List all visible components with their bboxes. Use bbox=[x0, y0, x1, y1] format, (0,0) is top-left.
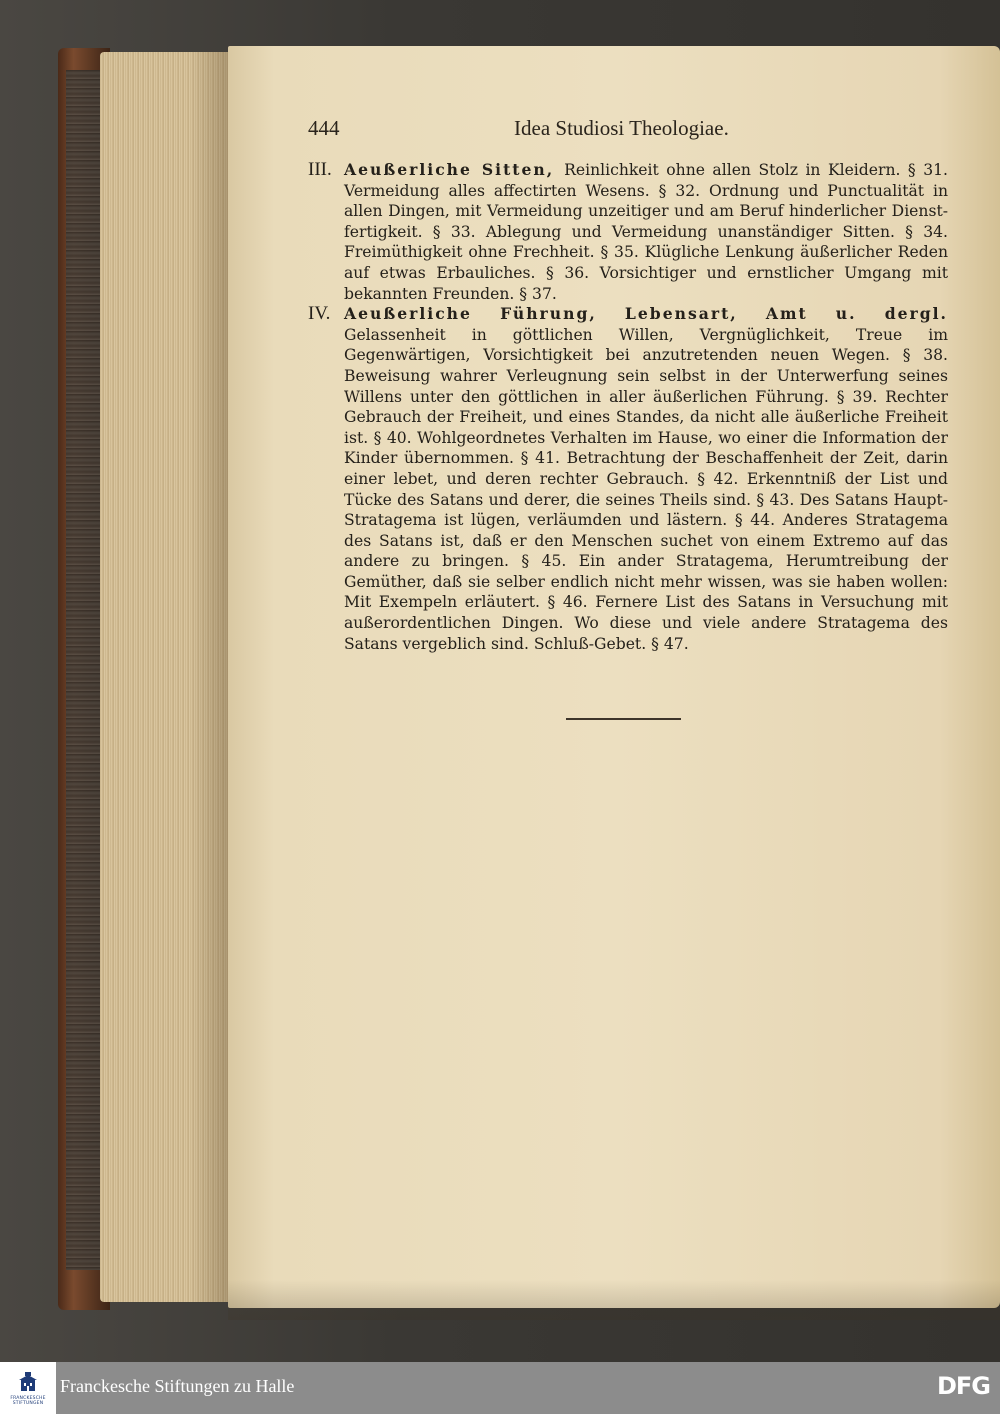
logo-text: FRANCKESCHE STIFTUNGEN bbox=[10, 1396, 46, 1406]
section-iii bbox=[308, 160, 948, 304]
page-edges-shadow bbox=[190, 52, 230, 1302]
institution-name[interactable]: Franckesche Stiftungen zu Halle bbox=[60, 1376, 295, 1396]
end-rule bbox=[566, 718, 681, 720]
marbled-cover-pattern bbox=[66, 70, 104, 1270]
section-numeral: IV. bbox=[308, 303, 331, 325]
dfg-logo[interactable]: DFG bbox=[936, 1372, 990, 1400]
section-text: Reinlichkeit ohne allen Stolz in Kleidern. § 31. Vermeidung alles affectirten Wesens. § 32. Ordnung und Punctualität in allen Dingen, mit Vermeidung unzeitiger und am Beruf hinderlicher Dienst-fertigkeit. § 33. Ablegung und Vermeidung unanständiger Sitten. § 34. Freimüthigkeit ohne Frechheit. § 35. Klügliche Lenkung äußerlicher Reden auf etwas Erbauliches. § 36. Vorsichtiger und ernstlicher Umgang mit bekannten Freunden. § 37. bbox=[344, 161, 948, 303]
francke-logo[interactable] bbox=[0, 1362, 56, 1414]
page-content bbox=[308, 160, 948, 654]
page-shadow bbox=[228, 1280, 1000, 1320]
section-text: Gelassenheit in göttlichen Willen, Vergnüglichkeit, Treue im Gegenwärtigen, Vorsichtigkeit bei anzutretenden neuen Wegen. § 38. Beweisung wahrer Verleugnung sein selbst in der Unterwerfung seines Willens unter den göttlichen in aller äußerlichen Führung. § 39. Rechter Gebrauch der Freiheit, und eines Standes, da nicht alle äußerliche Freiheit ist. § 40. Wohlgeordnetes Verhalten im Hause, wo einer die Information der Kinder übernommen. § 41. Betrachtung der Beschaffenheit der Zeit, darin einer lebet, und deren rechter Gebrauch. § 42. Erkenntniß der List und Tücke des Satans und derer, die seines Theils sind. § 43. Des Satans Haupt-Stratagema ist lügen, verläumden und lästern. § 44. Anderes Stratagema des Satans ist, daß er den Menschen suchet von einem Extremo auf das andere zu bringen. § 45. Ein ander Stratagema, Herumtreibung der Gemüther, daß sie selber endlich nicht mehr wissen, was sie haben wollen: Mit Exempeln erläutert. § 46. Fernere List des Satans in Versuchung mit außerordentlichen Dingen. Wo diese und viele andere Stratagema des Satans vergeblich sind. Schluß-Gebet. § 47. bbox=[344, 325, 948, 653]
section-iv bbox=[308, 304, 948, 654]
section-heading: Aeußerliche Sitten, bbox=[344, 160, 565, 179]
page-number: 444 bbox=[308, 116, 340, 140]
footer-bar bbox=[0, 1362, 1000, 1414]
section-numeral: III. bbox=[308, 159, 332, 180]
building-icon bbox=[16, 1370, 40, 1394]
section-heading: Aeußerliche Führung, Lebensart, Amt u. dergl. bbox=[344, 304, 948, 324]
running-title: Idea Studiosi Theologiae. bbox=[514, 116, 729, 140]
